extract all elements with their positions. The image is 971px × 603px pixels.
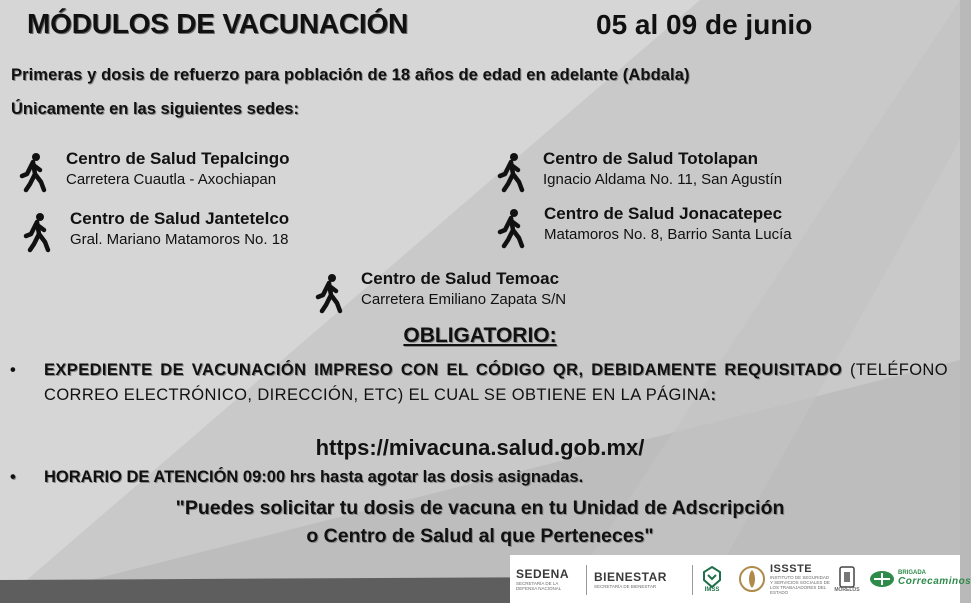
site-name: Centro de Salud Totolapan: [543, 149, 759, 168]
brigada-emblem-icon: [868, 555, 896, 603]
page-title: MÓDULOS DE VACUNACIÓN: [27, 8, 409, 39]
site-jantetelco: [70, 208, 289, 250]
site-totolapan: [543, 148, 782, 190]
sedes-label: Únicamente en las siguientes sedes:: [11, 100, 299, 118]
walking-person-icon: [494, 208, 526, 253]
issste-logo: ISSSTE INSTITUTO DE SEGURIDAD Y SERVICIOS SOCIALES DE LOS TRABAJADORES DEL ESTADO: [770, 563, 830, 595]
brigada-correcaminos-logo: BRIGADA Correcaminos: [898, 570, 971, 587]
requirement-detail-text: (TELÉFONO CORREO ELECTRÓNICO, DIRECCIÓN, ETC) EL CUAL SE OBTIENE EN LA PÁGINA: [44, 361, 948, 404]
site-name: Centro de Salud Tepalcingo: [66, 149, 290, 168]
walking-person-icon: [312, 273, 344, 318]
requirements-heading: OBLIGATORIO:: [403, 324, 557, 347]
site-address: Matamoros No. 8, Barrio Santa Lucía: [544, 226, 792, 243]
requirement-item-record: [10, 358, 948, 407]
site-address: Gral. Mariano Matamoros No. 18: [70, 231, 289, 248]
footer-logos: [510, 555, 971, 603]
closing-line-2: o Centro de Salud al que Perteneces": [306, 525, 654, 547]
closing-quote: [0, 494, 960, 550]
vaccine-website-link[interactable]: https://mivacuna.salud.gob.mx/: [315, 435, 645, 460]
requirement-item-schedule: [10, 468, 583, 487]
morelos-logo: MORELOS: [834, 555, 860, 603]
site-address: Carretera Emiliano Zapata S/N: [361, 291, 567, 308]
site-address: Ignacio Aldama No. 11, San Agustín: [543, 171, 783, 188]
site-address: Carretera Cuautla - Axochiapan: [66, 171, 277, 188]
site-name: Centro de Salud Temoac: [361, 269, 560, 288]
site-tepalcingo: [66, 148, 290, 190]
divider: [692, 565, 693, 595]
date-range: 05 al 09 de junio: [596, 9, 813, 40]
bienestar-logo: BIENESTAR SECRETARÍA DE BIENESTAR: [594, 569, 667, 589]
imss-emblem-icon: [702, 566, 722, 588]
morelos-shield-icon: [839, 566, 855, 588]
requirement-bold-text: EXPEDIENTE DE VACUNACIÓN IMPRESO CON EL CÓDIGO QR, DEBIDAMENTE REQUISITADO: [44, 361, 843, 379]
sedena-logo: SEDENA SECRETARÍA DE LA DEFENSA NACIONAL: [516, 567, 570, 591]
requirement-colon: :: [710, 385, 717, 404]
imss-logo: IMSS: [698, 555, 726, 603]
bullet-dot: •: [10, 468, 16, 486]
schedule-text: HORARIO DE ATENCIÓN 09:00 hrs hasta agotar las dosis asignadas.: [44, 468, 584, 486]
site-temoac: [361, 268, 566, 310]
issste-emblem-icon: [736, 555, 768, 603]
site-name: Centro de Salud Jantetelco: [70, 209, 290, 228]
divider: [586, 565, 587, 595]
subtitle: Primeras y dosis de refuerzo para población de 18 años de edad en adelante (Abdala): [11, 66, 690, 84]
walking-person-icon: [16, 152, 48, 197]
site-name: Centro de Salud Jonacatepec: [544, 204, 783, 223]
walking-person-icon: [494, 152, 526, 197]
walking-person-icon: [20, 212, 52, 257]
closing-line-1: "Puedes solicitar tu dosis de vacuna en tu Unidad de Adscripción: [175, 497, 785, 519]
site-jonacatepec: [544, 203, 792, 245]
bullet-dot: •: [10, 361, 16, 379]
